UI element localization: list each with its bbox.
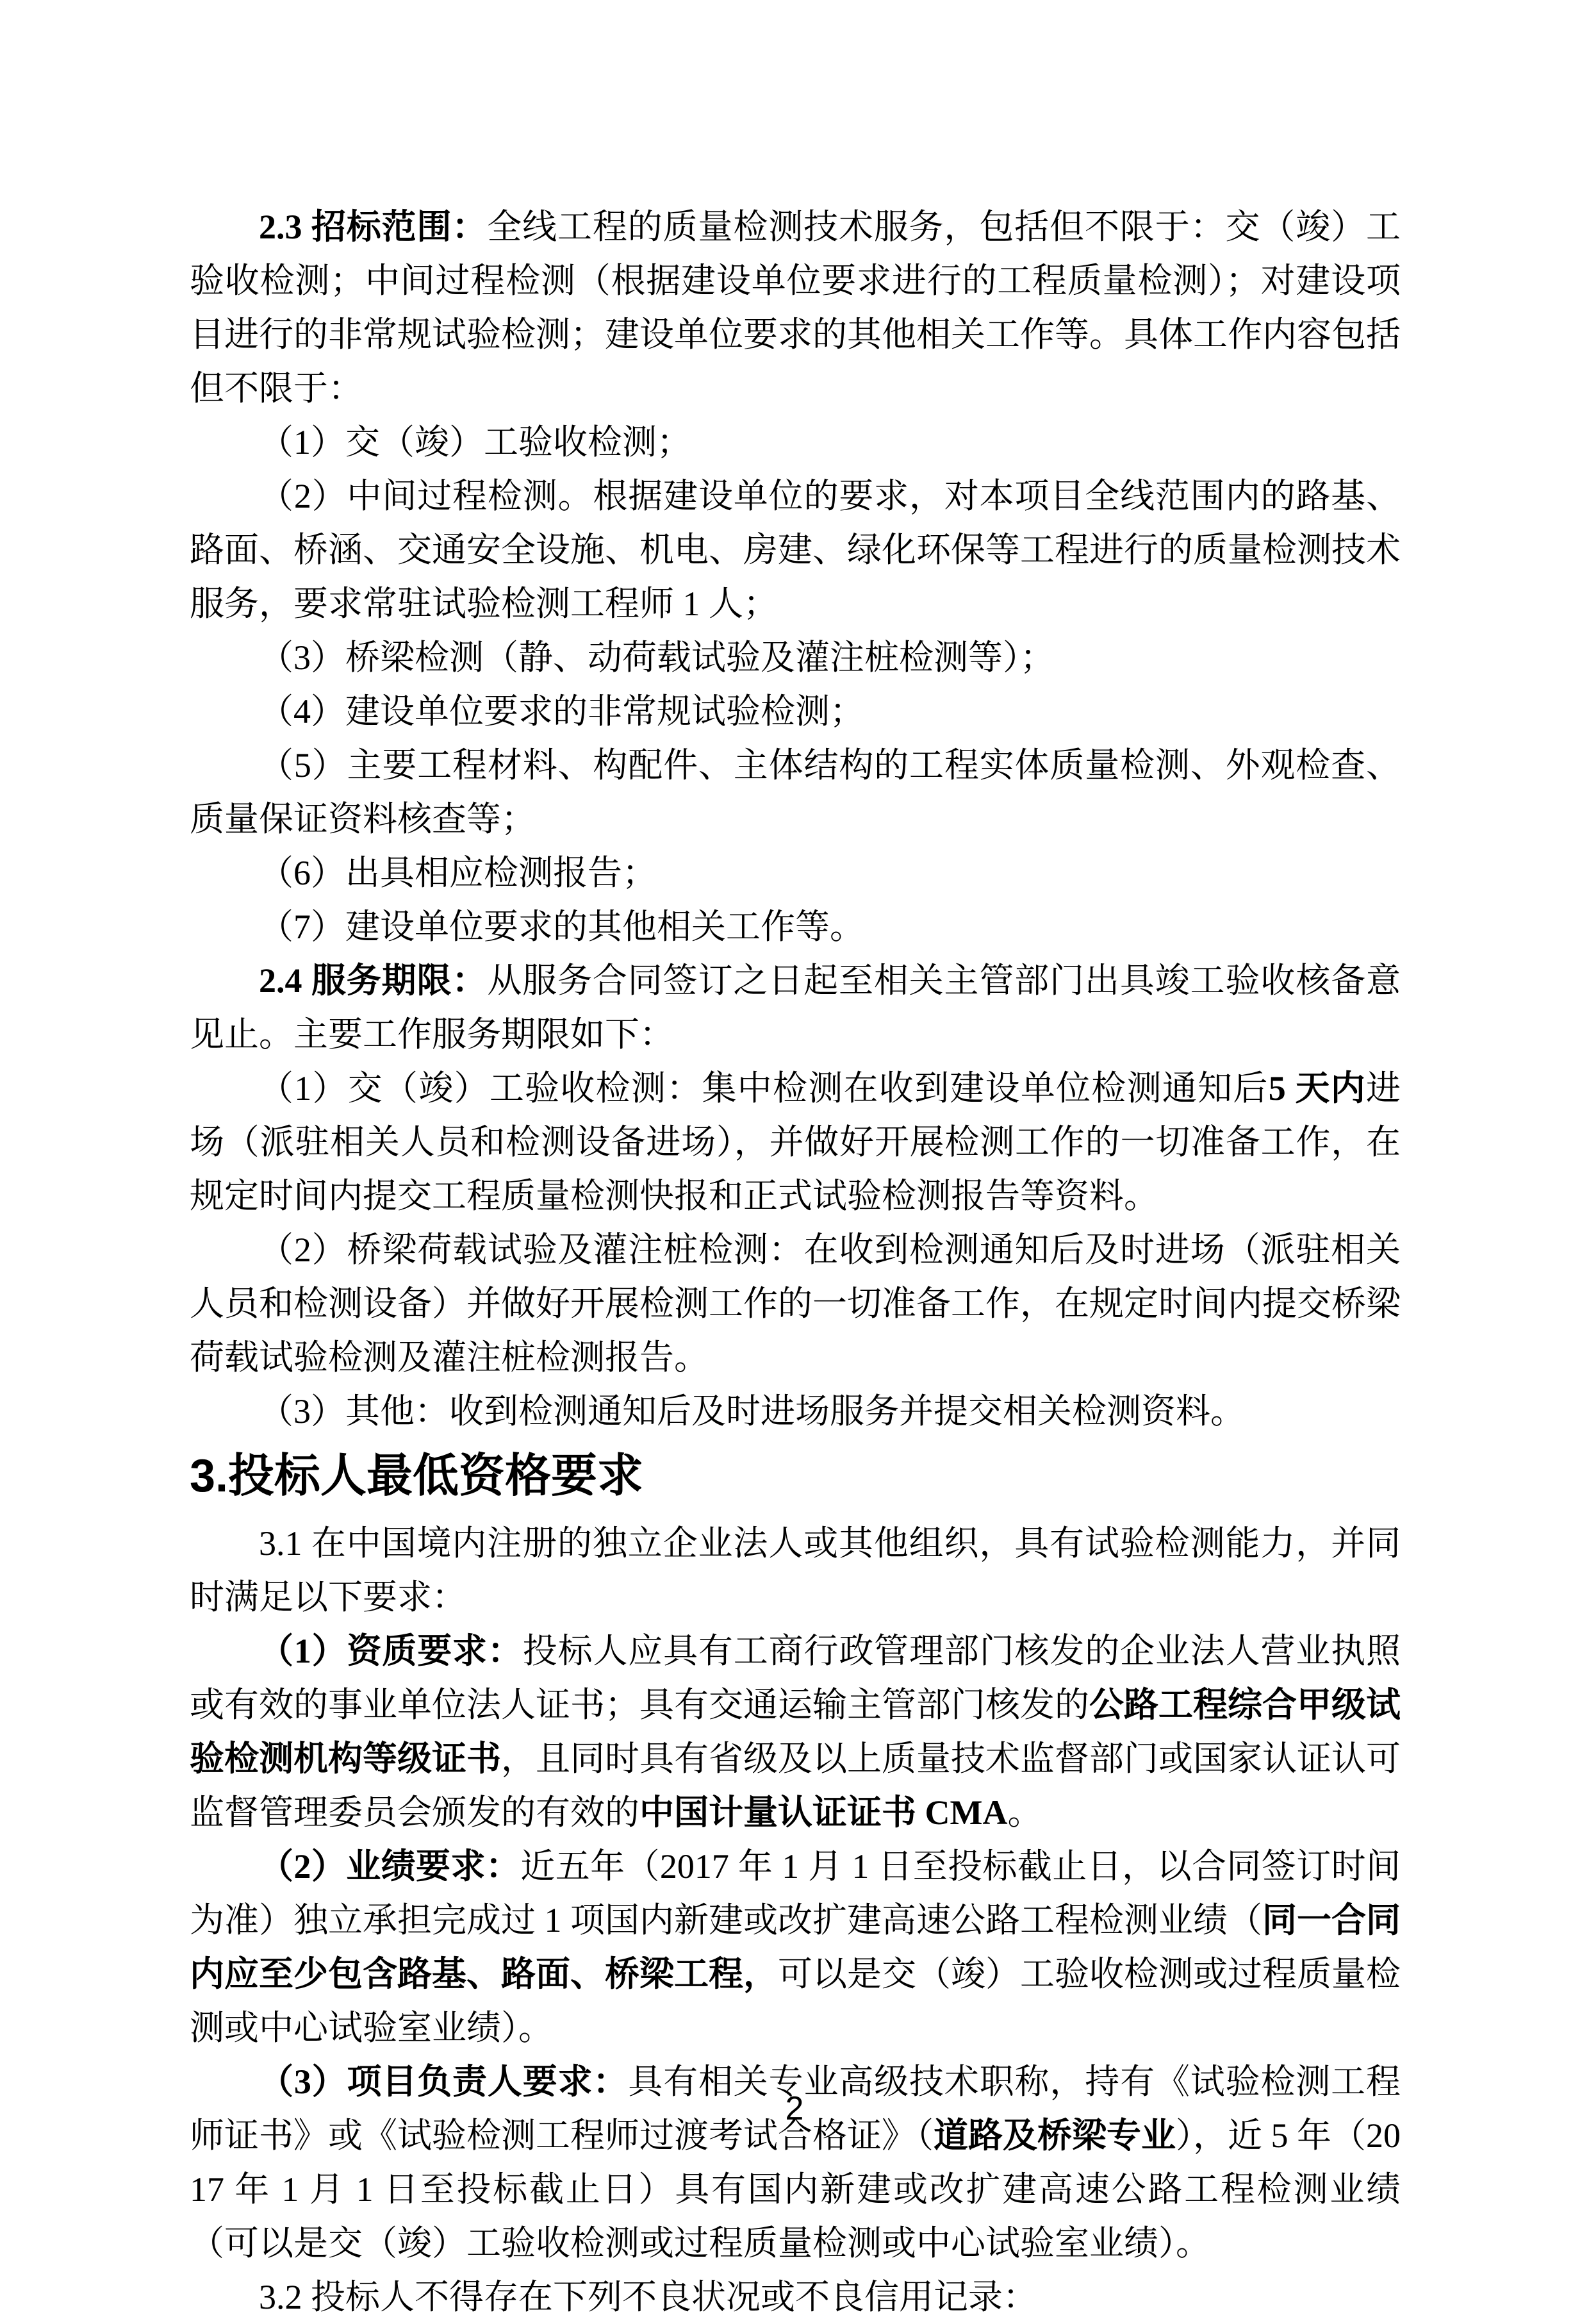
paragraph [190,1516,1401,1624]
bold-text: （2）业绩要求： [259,1847,521,1886]
paragraph [190,954,1401,1061]
paragraph [190,200,1401,415]
paragraph [190,738,1401,846]
paragraph [190,846,1401,900]
body-text: 近五年（2017 年 1 月 1 日至投标截止日，以合同签订时间为准）独立承担完成过 1 项国内新建或改扩建高速公路工程检测业绩（ [190,1847,1401,1939]
body-text: 进场（派驻相关人员和检测设备进场），并做好开展检测工作的一切准备工作，在规定时间内提交工程质量检测快报和正式试验检测报告等资料。 [190,1069,1401,1215]
body-text: 具有相关专业高级技术职称，持有《试验检测工程师证书》或《试验检测工程师过渡考试合格证》（ [190,2063,1401,2155]
paragraph [190,685,1401,738]
body-text: ），近 5 年（2017 年 1 月 1 日至投标截止日）具有国内新建或改扩建高速公路工程检测业绩（可以是交（竣）工验收检测或过程质量检测或中心试验室业绩）。 [190,2116,1401,2262]
body-text: （1）交（竣）工验收检测：集中检测在收到建设单位检测通知后 [259,1069,1269,1108]
body-text: （2）中间过程检测。根据建设单位的要求，对本项目全线范围内的路基、路面、桥涵、交通安全设施、机电、房建、绿化环保等工程进行的质量检测技术服务，要求常驻试验检测工程师 1 人； [190,477,1401,623]
body-text: （7）建设单位要求的其他相关工作等。 [259,908,864,946]
paragraph [190,1223,1401,1384]
page-number: 2 [785,2090,804,2127]
body-text: （3）其他：收到检测通知后及时进场服务并提交相关检测资料。 [259,1392,1245,1431]
body-text: 投标人应具有工商行政管理部门核发的企业法人营业执照或有效的事业单位法人证书；具有交通运输主管部门核发的 [190,1632,1401,1724]
body-text: （1）交（竣）工验收检测； [259,423,691,461]
bold-text: （3）项目负责人要求： [259,2063,629,2101]
bold-text: 2.3 招标范围： [259,208,488,246]
paragraph [190,631,1401,685]
bold-text: 道路及桥梁专业 [934,2116,1176,2155]
body-text: （3）桥梁检测（静、动荷载试验及灌注桩检测等）； [259,638,1055,677]
paragraph [190,1839,1401,2055]
paragraph [190,900,1401,954]
body-text: 从服务合同签订之日起至相关主管部门出具竣工验收核备意见止。主要工作服务期限如下： [190,961,1401,1054]
body-text: 3.1 在中国境内注册的独立企业法人或其他组织，具有试验检测能力，并同时满足以下要求： [190,1524,1401,1616]
body-text: （4）建设单位要求的非常规试验检测； [259,692,864,731]
body-text: （2）桥梁荷载试验及灌注桩检测：在收到检测通知后及时进场（派驻相关人员和检测设备）并做好开展检测工作的一切准备工作，在规定时间内提交桥梁荷载试验检测及灌注桩检测报告。 [190,1231,1401,1377]
paragraph [190,2270,1401,2324]
document-content [190,200,1401,2324]
bold-text: 中国计量认证证书 CMA [639,1793,1008,1832]
paragraph [190,415,1401,469]
bold-text: 3.投标人最低资格要求 [190,1450,644,1502]
body-text: 3.2 投标人不得存在下列不良状况或不良信用记录： [259,2278,1037,2316]
paragraph [190,2055,1401,2270]
bold-text: 公路工程综合甲级试验检测机构等级证书 [190,1686,1401,1778]
body-text: ，且同时具有省级及以上质量技术监督部门或国家认证认可监督管理委员会颁发的有效的 [190,1739,1401,1832]
paragraph [190,1384,1401,1438]
paragraph [190,1061,1401,1223]
paragraph [190,469,1401,631]
section-heading [190,1448,1401,1504]
bold-text: 同一合同内应至少包含路基、路面、桥梁工程， [190,1901,1401,1993]
body-text: 。 [1007,1793,1042,1832]
body-text: （6）出具相应检测报告； [259,854,657,892]
body-text: 可以是交（竣）工验收检测或过程质量检测或中心试验室业绩）。 [190,1955,1401,2047]
paragraph [190,1624,1401,1839]
body-text: （5）主要工程材料、构配件、主体结构的工程实体质量检测、外观检查、质量保证资料核查等； [190,746,1401,838]
body-text: 全线工程的质量检测技术服务，包括但不限于：交（竣）工验收检测；中间过程检测（根据建设单位要求进行的工程质量检测）；对建设项目进行的非常规试验检测；建设单位要求的其他相关工作等。具体工作内容包括但不限于： [190,208,1401,408]
bold-text: 2.4 服务期限： [259,961,488,1000]
bold-text: 5 天内 [1268,1069,1366,1108]
bold-text: （1）资质要求： [259,1632,523,1670]
